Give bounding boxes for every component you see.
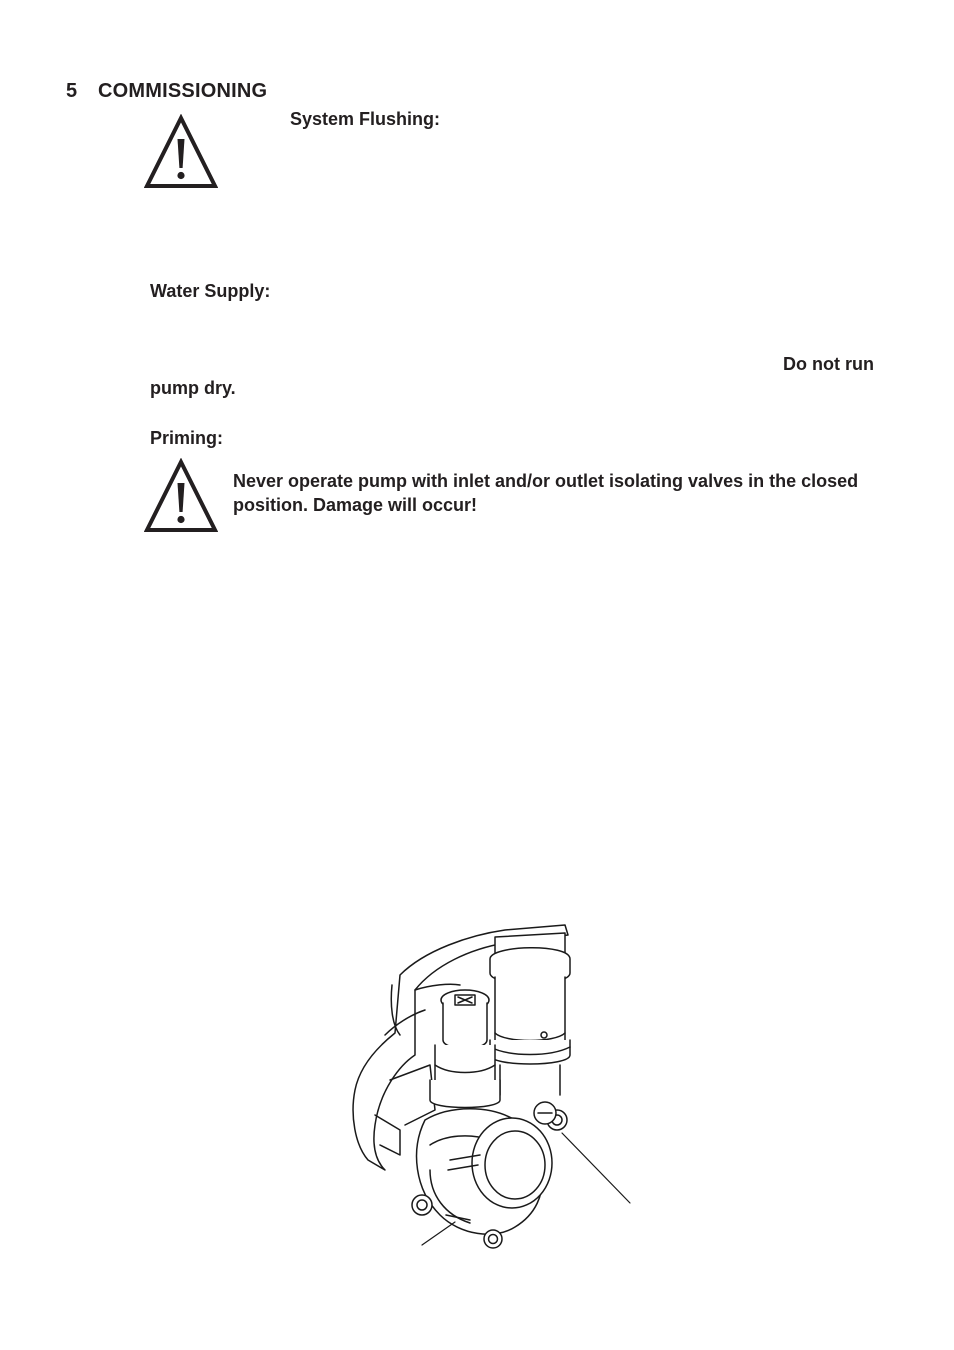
- warning-triangle-icon: [144, 458, 218, 534]
- warning-triangle-icon: [144, 114, 218, 190]
- do-not-run-text: Do not run: [783, 354, 874, 374]
- priming-label: Priming:: [150, 428, 224, 448]
- section-title: COMMISSIONING: [98, 80, 268, 102]
- section-number: 5: [66, 80, 78, 102]
- section-heading: [66, 80, 267, 103]
- pump-dry-text: pump dry.: [150, 378, 236, 398]
- water-supply-label: Water Supply:: [150, 281, 271, 301]
- pump-illustration: [330, 915, 650, 1265]
- priming-warning-text: Never operate pump with inlet and/or outlet isolating valves in the closed position. Damage will occur!: [233, 471, 859, 515]
- system-flushing-label: System Flushing:: [290, 109, 441, 129]
